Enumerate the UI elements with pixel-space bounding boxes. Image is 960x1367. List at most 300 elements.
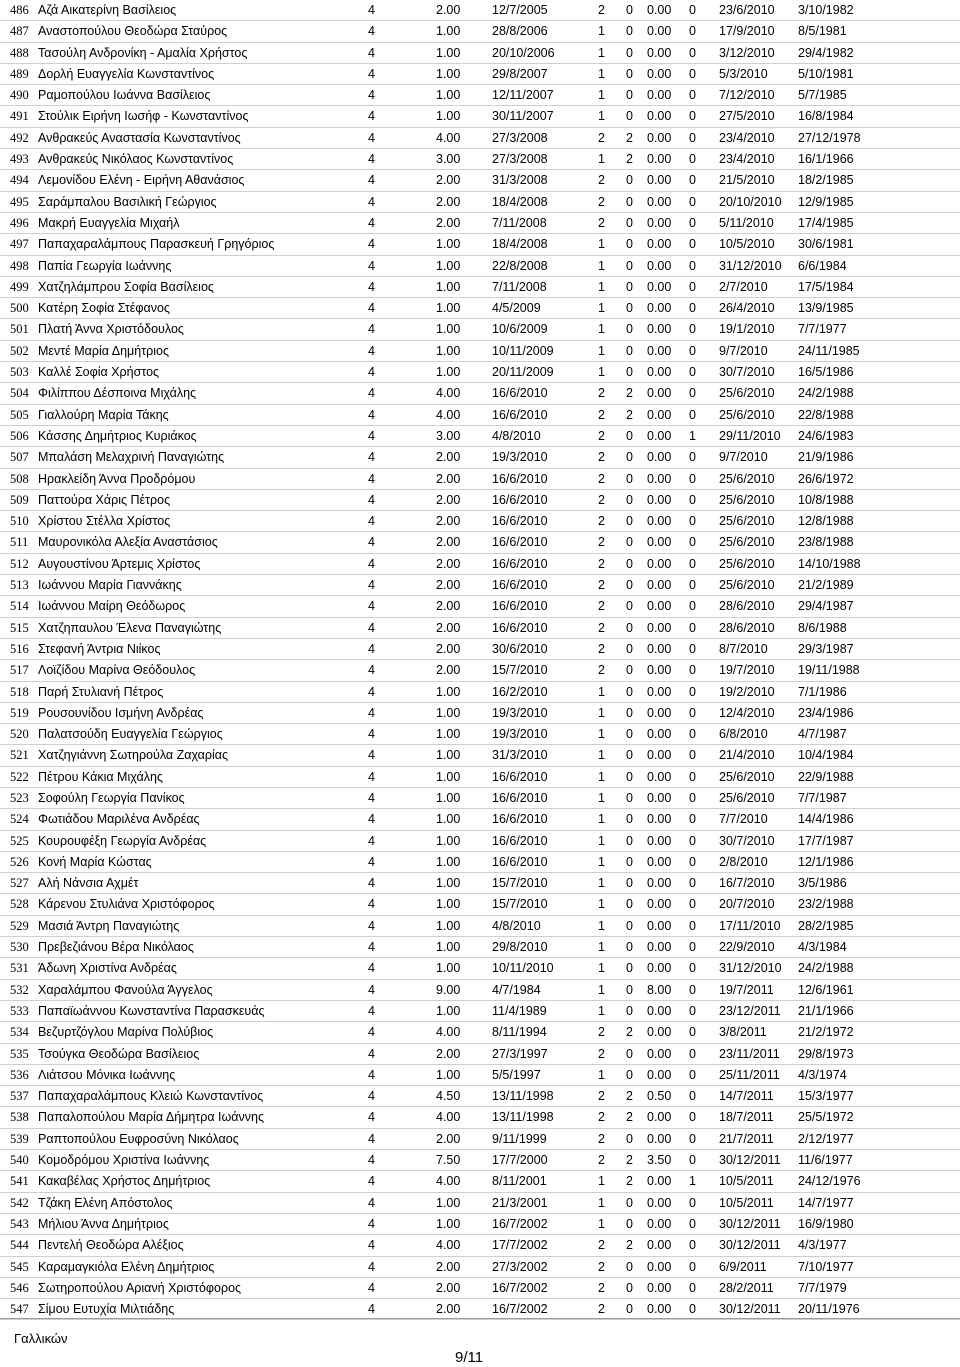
- col-f: 0: [689, 854, 696, 869]
- col-e: 0.00: [647, 748, 672, 763]
- col-d: 0: [626, 1280, 633, 1295]
- col-a: 4: [368, 748, 375, 763]
- col-points: 1.00: [436, 66, 461, 81]
- table-row: [0, 383, 960, 404]
- col-date-2: 25/6/2010: [719, 386, 775, 401]
- table-row: [0, 809, 960, 830]
- col-birth-date: 10/8/1988: [798, 492, 854, 507]
- row-number: 515: [10, 620, 29, 635]
- col-date: 19/3/2010: [492, 450, 548, 465]
- col-birth-date: 28/2/1985: [798, 918, 854, 933]
- table-row: [0, 256, 960, 277]
- col-d: 0: [626, 727, 633, 742]
- col-e: 0.00: [647, 428, 672, 443]
- full-name: Λοϊζίδου Μαρίνα Θεόδουλος: [38, 663, 196, 678]
- col-birth-date: 21/1/1966: [798, 1003, 854, 1018]
- col-f: 0: [689, 24, 696, 39]
- col-date-2: 30/7/2010: [719, 365, 775, 380]
- row-number: 517: [10, 663, 29, 678]
- col-birth-date: 12/8/1988: [798, 514, 854, 529]
- col-d: 0: [626, 1195, 633, 1210]
- full-name: Τασούλη Ανδρονίκη - Αμαλία Χρήστος: [38, 45, 248, 60]
- col-f: 0: [689, 514, 696, 529]
- col-a: 4: [368, 876, 375, 891]
- col-c: 2: [598, 641, 605, 656]
- col-f: 0: [689, 237, 696, 252]
- col-f: 0: [689, 1131, 696, 1146]
- col-c: 2: [598, 1302, 605, 1317]
- col-date: 20/10/2006: [492, 45, 555, 60]
- col-date-2: 29/11/2010: [719, 428, 781, 443]
- full-name: Τσούγκα Θεοδώρα Βασίλειος: [38, 1046, 200, 1061]
- col-e: 0.00: [647, 790, 672, 805]
- col-c: 1: [598, 24, 605, 39]
- col-birth-date: 12/9/1985: [798, 194, 854, 209]
- col-e: 0.00: [647, 684, 672, 699]
- row-number: 519: [10, 705, 29, 720]
- col-d: 0: [626, 301, 633, 316]
- col-a: 4: [368, 173, 375, 188]
- col-birth-date: 27/12/1978: [798, 130, 861, 145]
- col-birth-date: 12/6/1961: [798, 982, 854, 997]
- col-date: 16/7/2002: [492, 1216, 548, 1231]
- col-a: 4: [368, 471, 375, 486]
- col-birth-date: 3/5/1986: [798, 876, 847, 891]
- table-row: [0, 767, 960, 788]
- col-a: 4: [368, 1174, 375, 1189]
- col-points: 2.00: [436, 215, 461, 230]
- col-c: 1: [598, 982, 605, 997]
- row-number: 525: [10, 833, 29, 848]
- col-f: 0: [689, 88, 696, 103]
- col-date-2: 30/12/2011: [719, 1238, 781, 1253]
- col-points: 4.00: [436, 1238, 461, 1253]
- col-date-2: 25/6/2010: [719, 492, 775, 507]
- col-date: 8/11/2001: [492, 1174, 547, 1189]
- col-a: 4: [368, 940, 375, 955]
- col-date: 4/5/2009: [492, 301, 541, 316]
- col-date-2: 10/5/2011: [719, 1195, 774, 1210]
- col-c: 2: [598, 556, 605, 571]
- col-e: 0.00: [647, 322, 672, 337]
- row-number: 516: [10, 641, 29, 656]
- col-date-2: 25/6/2010: [719, 535, 775, 550]
- col-d: 0: [626, 322, 633, 337]
- row-number: 533: [10, 1003, 29, 1018]
- full-name: Σαράμπαλου Βασιλική Γεώργιος: [38, 194, 217, 209]
- table-row: [0, 405, 960, 426]
- row-number: 513: [10, 578, 29, 593]
- full-name: Ρουσουνίδου Ισμήνη Ανδρέας: [38, 705, 204, 720]
- col-d: 0: [626, 343, 633, 358]
- col-date-2: 25/6/2010: [719, 790, 775, 805]
- col-c: 2: [598, 194, 605, 209]
- col-points: 4.00: [436, 386, 461, 401]
- table-row: [0, 1044, 960, 1065]
- table-row: [0, 618, 960, 639]
- row-number: 523: [10, 790, 29, 805]
- col-date: 20/11/2009: [492, 365, 554, 380]
- full-name: Αυγουστίνου Άρτεμις Χρίστος: [38, 556, 201, 571]
- full-name: Πλατή Άννα Χριστόδουλος: [38, 322, 184, 337]
- table-row: [0, 43, 960, 64]
- col-a: 4: [368, 1110, 375, 1125]
- col-d: 2: [626, 386, 633, 401]
- row-number: 547: [10, 1302, 29, 1317]
- col-points: 4.00: [436, 1174, 461, 1189]
- table-row: [0, 21, 960, 42]
- row-number: 500: [10, 301, 29, 316]
- col-birth-date: 4/7/1987: [798, 727, 847, 742]
- col-date-2: 23/11/2011: [719, 1046, 780, 1061]
- col-points: 4.00: [436, 1025, 461, 1040]
- col-points: 2.00: [436, 1259, 461, 1274]
- col-birth-date: 3/10/1982: [798, 3, 854, 17]
- col-e: 0.00: [647, 897, 672, 912]
- row-number: 508: [10, 471, 29, 486]
- col-f: 0: [689, 620, 696, 635]
- col-birth-date: 16/9/1980: [798, 1216, 854, 1231]
- col-d: 0: [626, 961, 633, 976]
- col-date-2: 23/6/2010: [719, 3, 775, 17]
- full-name: Παπαϊωάννου Κωνσταντίνα Παρασκευάς: [38, 1003, 265, 1018]
- col-birth-date: 23/4/1986: [798, 705, 854, 720]
- col-d: 0: [626, 237, 633, 252]
- table-row: [0, 788, 960, 809]
- col-e: 0.00: [647, 471, 672, 486]
- col-d: 0: [626, 471, 633, 486]
- full-name: Ανθρακεύς Νικόλαος Κωνσταντίνος: [38, 152, 234, 167]
- col-points: 1.00: [436, 897, 461, 912]
- col-birth-date: 8/6/1988: [798, 620, 847, 635]
- col-date-2: 25/11/2011: [719, 1067, 780, 1082]
- row-number: 494: [10, 173, 29, 188]
- table-row: [0, 745, 960, 766]
- col-date: 19/3/2010: [492, 727, 548, 742]
- col-a: 4: [368, 684, 375, 699]
- col-a: 4: [368, 769, 375, 784]
- col-date-2: 21/7/2011: [719, 1131, 774, 1146]
- col-birth-date: 10/4/1984: [798, 748, 854, 763]
- col-birth-date: 14/4/1986: [798, 812, 854, 827]
- col-birth-date: 24/2/1988: [798, 961, 854, 976]
- col-e: 0.00: [647, 45, 672, 60]
- col-c: 2: [598, 1238, 605, 1253]
- col-f: 0: [689, 727, 696, 742]
- col-c: 1: [598, 1216, 605, 1231]
- col-d: 0: [626, 982, 633, 997]
- col-d: 0: [626, 450, 633, 465]
- page-number: 9/11: [455, 1349, 484, 1366]
- col-c: 1: [598, 876, 605, 891]
- col-a: 4: [368, 1302, 375, 1317]
- col-a: 4: [368, 556, 375, 571]
- row-number: 527: [10, 876, 29, 891]
- col-a: 4: [368, 620, 375, 635]
- col-f: 0: [689, 258, 696, 273]
- col-a: 4: [368, 66, 375, 81]
- col-d: 0: [626, 1302, 633, 1317]
- col-f: 0: [689, 279, 696, 294]
- full-name: Κακαβέλας Χρήστος Δημήτριος: [38, 1174, 211, 1189]
- col-f: 0: [689, 1067, 696, 1082]
- table-row: [0, 1129, 960, 1150]
- col-date-2: 28/6/2010: [719, 620, 775, 635]
- row-number: 498: [10, 258, 29, 273]
- col-points: 1.00: [436, 790, 461, 805]
- table-row: [0, 916, 960, 937]
- col-f: 0: [689, 897, 696, 912]
- table-row: [0, 106, 960, 127]
- col-f: 0: [689, 1153, 696, 1168]
- col-date-2: 5/11/2010: [719, 215, 774, 230]
- row-number: 509: [10, 492, 29, 507]
- col-points: 2.00: [436, 556, 461, 571]
- col-date: 4/8/2010: [492, 428, 541, 443]
- col-e: 0.00: [647, 24, 672, 39]
- col-points: 2.00: [436, 1302, 461, 1317]
- col-date-2: 9/7/2010: [719, 343, 768, 358]
- col-c: 2: [598, 1131, 605, 1146]
- col-points: 2.00: [436, 1131, 461, 1146]
- col-date: 7/11/2008: [492, 279, 547, 294]
- col-birth-date: 25/5/1972: [798, 1110, 854, 1125]
- full-name: Φιλίππου Δέσποινα Μιχάλης: [38, 386, 197, 401]
- col-a: 4: [368, 705, 375, 720]
- col-a: 4: [368, 322, 375, 337]
- col-c: 1: [598, 152, 605, 167]
- col-f: 0: [689, 918, 696, 933]
- col-a: 4: [368, 301, 375, 316]
- col-d: 0: [626, 24, 633, 39]
- col-date-2: 17/11/2010: [719, 918, 781, 933]
- row-number: 526: [10, 854, 29, 869]
- col-date: 4/7/1984: [492, 982, 541, 997]
- full-name: Κατέρη Σοφία Στέφανος: [38, 301, 170, 316]
- table-row: [0, 192, 960, 213]
- col-f: 0: [689, 194, 696, 209]
- col-d: 0: [626, 663, 633, 678]
- table-row: [0, 682, 960, 703]
- table-row: [0, 341, 960, 362]
- col-date-2: 3/12/2010: [719, 45, 775, 60]
- row-number: 542: [10, 1195, 29, 1210]
- col-date-2: 21/4/2010: [719, 748, 775, 763]
- col-date: 9/11/1999: [492, 1131, 547, 1146]
- col-points: 1.00: [436, 88, 461, 103]
- full-name: Κάσσης Δημήτριος Κυριάκος: [38, 428, 197, 443]
- col-birth-date: 7/7/1977: [798, 322, 847, 337]
- col-e: 0.00: [647, 1302, 672, 1317]
- col-f: 0: [689, 215, 696, 230]
- full-name: Χατζηλάμπρου Σοφία Βασίλειος: [38, 279, 214, 294]
- col-points: 1.00: [436, 748, 461, 763]
- col-e: 0.00: [647, 1003, 672, 1018]
- col-date-2: 12/4/2010: [719, 705, 775, 720]
- col-f: 0: [689, 450, 696, 465]
- col-points: 4.50: [436, 1089, 461, 1104]
- col-date-2: 7/7/2010: [719, 812, 768, 827]
- col-f: 0: [689, 641, 696, 656]
- col-a: 4: [368, 428, 375, 443]
- full-name: Σίμου Ευτυχία Μιλτιάδης: [38, 1302, 175, 1317]
- col-c: 1: [598, 109, 605, 124]
- col-birth-date: 24/11/1985: [798, 343, 860, 358]
- col-birth-date: 11/6/1977: [798, 1153, 853, 1168]
- col-date: 15/7/2010: [492, 663, 548, 678]
- table-row: [0, 532, 960, 553]
- col-c: 1: [598, 940, 605, 955]
- row-number: 488: [10, 45, 29, 60]
- col-birth-date: 4/3/1977: [798, 1238, 847, 1253]
- col-d: 0: [626, 684, 633, 699]
- col-a: 4: [368, 1003, 375, 1018]
- table-row: [0, 1150, 960, 1171]
- col-points: 1.00: [436, 301, 461, 316]
- col-points: 2.00: [436, 599, 461, 614]
- col-date-2: 25/6/2010: [719, 407, 775, 422]
- col-d: 0: [626, 3, 633, 17]
- col-f: 0: [689, 663, 696, 678]
- col-f: 0: [689, 535, 696, 550]
- col-e: 0.00: [647, 854, 672, 869]
- col-d: 2: [626, 1238, 633, 1253]
- col-points: 1.00: [436, 940, 461, 955]
- col-a: 4: [368, 365, 375, 380]
- col-date-2: 23/4/2010: [719, 152, 775, 167]
- col-e: 0.00: [647, 1025, 672, 1040]
- col-date: 19/3/2010: [492, 705, 548, 720]
- col-f: 0: [689, 173, 696, 188]
- full-name: Πρεβεζιάνου Βέρα Νικόλαος: [38, 940, 194, 955]
- footer-subject: Γαλλικών: [14, 1331, 68, 1346]
- col-a: 4: [368, 3, 375, 17]
- col-date: 27/3/2002: [492, 1259, 548, 1274]
- col-e: 0.00: [647, 1110, 672, 1125]
- col-e: 0.00: [647, 279, 672, 294]
- col-birth-date: 18/2/1985: [798, 173, 854, 188]
- col-c: 1: [598, 1174, 605, 1189]
- col-a: 4: [368, 237, 375, 252]
- col-date: 27/3/2008: [492, 130, 548, 145]
- col-date: 16/6/2010: [492, 620, 548, 635]
- col-points: 2.00: [436, 492, 461, 507]
- col-c: 1: [598, 1067, 605, 1082]
- col-e: 0.00: [647, 1131, 672, 1146]
- col-date-2: 30/12/2011: [719, 1302, 781, 1317]
- table-row: [0, 469, 960, 490]
- col-birth-date: 29/3/1987: [798, 641, 854, 656]
- col-date: 16/6/2010: [492, 833, 548, 848]
- col-points: 1.00: [436, 705, 461, 720]
- col-f: 0: [689, 1259, 696, 1274]
- col-date: 16/6/2010: [492, 812, 548, 827]
- col-points: 1.00: [436, 237, 461, 252]
- col-e: 0.00: [647, 1046, 672, 1061]
- col-points: 1.00: [436, 343, 461, 358]
- row-number: 532: [10, 982, 29, 997]
- col-f: 0: [689, 1302, 696, 1317]
- table-row: [0, 128, 960, 149]
- table-row: [0, 490, 960, 511]
- table-row: [0, 1107, 960, 1128]
- full-name: Καραμαγκιόλα Ελένη Δημήτριος: [38, 1259, 215, 1274]
- row-number: 520: [10, 727, 29, 742]
- col-f: 0: [689, 1280, 696, 1295]
- col-birth-date: 13/9/1985: [798, 301, 854, 316]
- col-d: 0: [626, 599, 633, 614]
- full-name: Μαυρονικόλα Αλεξία Αναστάσιος: [38, 535, 218, 550]
- col-points: 2.00: [436, 514, 461, 529]
- full-name: Μήλιου Άννα Δημήτριος: [38, 1216, 169, 1231]
- col-f: 0: [689, 982, 696, 997]
- col-c: 2: [598, 471, 605, 486]
- col-points: 3.00: [436, 428, 461, 443]
- table-row: [0, 511, 960, 532]
- col-date: 16/6/2010: [492, 599, 548, 614]
- table-row: [0, 1278, 960, 1299]
- col-points: 2.00: [436, 450, 461, 465]
- full-name: Χατζηγιάννη Σωτηρούλα Ζαχαρίας: [38, 748, 229, 763]
- col-c: 2: [598, 1110, 605, 1125]
- col-date-2: 28/2/2011: [719, 1280, 774, 1295]
- col-date: 27/3/2008: [492, 152, 548, 167]
- col-c: 1: [598, 365, 605, 380]
- col-points: 2.00: [436, 194, 461, 209]
- col-c: 2: [598, 514, 605, 529]
- row-number: 487: [10, 24, 29, 39]
- row-number: 491: [10, 109, 29, 124]
- col-e: 0.00: [647, 492, 672, 507]
- col-c: 2: [598, 450, 605, 465]
- full-name: Μπαλάση Μελαχρινή Παναγιώτης: [38, 450, 225, 465]
- col-f: 0: [689, 322, 696, 337]
- table-row: [0, 831, 960, 852]
- col-points: 2.00: [436, 641, 461, 656]
- row-number: 496: [10, 215, 29, 230]
- col-date-2: 23/4/2010: [719, 130, 775, 145]
- row-number: 536: [10, 1067, 29, 1082]
- col-date-2: 21/5/2010: [719, 173, 775, 188]
- col-date: 12/7/2005: [492, 3, 548, 17]
- col-date: 16/6/2010: [492, 492, 548, 507]
- col-date-2: 9/7/2010: [719, 450, 768, 465]
- col-c: 2: [598, 215, 605, 230]
- col-f: 0: [689, 599, 696, 614]
- col-date-2: 16/7/2010: [719, 876, 775, 891]
- col-c: 1: [598, 918, 605, 933]
- col-e: 0.00: [647, 173, 672, 188]
- col-e: 0.00: [647, 1067, 672, 1082]
- col-f: 0: [689, 1003, 696, 1018]
- full-name: Ραμοπούλου Ιωάννα Βασίλειος: [38, 88, 211, 103]
- col-d: 0: [626, 854, 633, 869]
- col-date-2: 20/10/2010: [719, 194, 782, 209]
- col-date: 17/7/2002: [492, 1238, 548, 1253]
- col-date: 12/11/2007: [492, 88, 554, 103]
- col-date: 30/11/2007: [492, 109, 554, 124]
- col-f: 0: [689, 556, 696, 571]
- table-row: [0, 362, 960, 383]
- full-name: Λιάτσου Μόνικα Ιωάννης: [38, 1067, 176, 1082]
- col-f: 0: [689, 109, 696, 124]
- col-c: 2: [598, 1259, 605, 1274]
- col-points: 1.00: [436, 833, 461, 848]
- row-number: 510: [10, 514, 29, 529]
- col-birth-date: 16/5/1986: [798, 365, 854, 380]
- col-date-2: 14/7/2011: [719, 1089, 774, 1104]
- col-e: 0.00: [647, 961, 672, 976]
